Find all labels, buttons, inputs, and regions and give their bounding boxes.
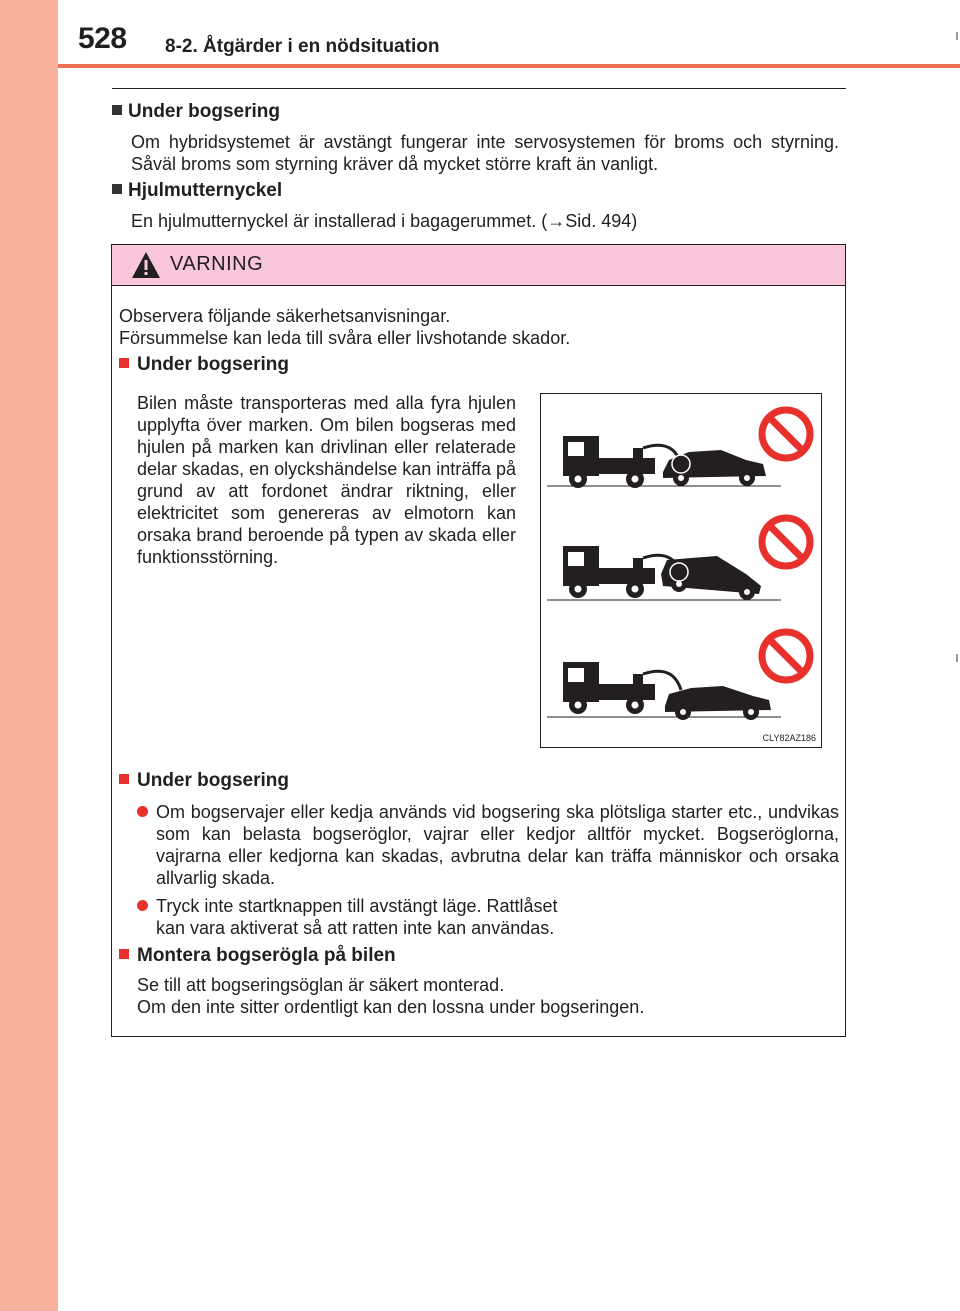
car-icon (663, 450, 766, 486)
car-icon (665, 686, 771, 720)
section-text: Om hybridsystemet är avstängt fungerar inte servosystemen för broms och styrning. Såväl broms som styrning kräver då mycket större kraft än vanligt. (131, 132, 839, 174)
chapter-title: 8-2. Åtgärder i en nödsituation (165, 36, 440, 57)
square-bullet-icon (119, 358, 129, 368)
round-bullet-icon (137, 900, 148, 911)
section-heading: Under bogsering (112, 101, 280, 123)
prohibition-sign-icon (762, 518, 810, 566)
section-text: En hjulmutternyckel är installerad i bagagerummet. (→Sid. 494) (131, 211, 638, 231)
warning-triangle-icon (131, 251, 161, 279)
square-bullet-icon (112, 184, 122, 194)
illustration-id: CLY82AZ186 (762, 733, 816, 743)
square-bullet-icon (119, 949, 129, 959)
prohibition-sign-icon (762, 632, 810, 680)
warning-item-text-line1: Se till att bogseringsöglan är säkert monterad. (137, 975, 505, 995)
page-number: 528 (78, 22, 127, 55)
round-bullet-icon (137, 806, 148, 817)
warning-item-heading: Montera bogserögla på bilen (119, 945, 396, 967)
section-heading: Hjulmutternyckel (112, 180, 282, 202)
towing-diagram (541, 394, 821, 747)
car-icon (661, 556, 761, 600)
warning-item-text-line2: Om den inte sitter ordentligt kan den lossna under bogseringen. (137, 997, 645, 1017)
crop-mark (956, 654, 958, 662)
warning-item-text: Bilen måste transporteras med alla fyra hjulen upplyfta över marken. Om bilen bogseras med hjulen på marken kan drivlinan eller relaterade delar skadas, en olyckshändelse kan inträffa på grund av att fordonet ändrar riktning, eller elektricitet som genereras av elmotorn kan orsaka brand beroende på typen av skada eller funktionsstörning. (137, 393, 516, 567)
square-bullet-icon (119, 774, 129, 784)
crop-mark (956, 32, 958, 40)
warning-intro-line1: Observera följande säkerhetsanvisningar. (119, 306, 451, 326)
header-rule (58, 64, 960, 68)
warning-bullet: Tryck inte startknappen till avstängt läge. Rattlåset kan vara aktiverat så att ratten inte kan användas. (137, 895, 839, 939)
content-divider (112, 88, 846, 89)
warning-intro-line2: Försummelse kan leda till svåra eller livshotande skador. (119, 328, 571, 348)
warning-item-heading: Under bogsering (119, 770, 289, 792)
square-bullet-icon (112, 105, 122, 115)
prohibition-sign-icon (762, 410, 810, 458)
warning-bullet: Om bogservajer eller kedja används vid bogsering ska plötsliga starter etc., undvikas som kan belasta bogseröglor, vajrar eller kedjor alltför mycket. Bogseröglorna, vajrarna eller kedjorna kan skadas, avbrutna delar kan träffa människor och orsaka allvarlig skada. (137, 801, 839, 889)
warning-item-heading: Under bogsering (119, 354, 289, 376)
towing-illustration (540, 393, 822, 748)
warning-title: VARNING (170, 253, 264, 275)
warning-header (112, 245, 845, 286)
side-color-band (0, 0, 58, 1311)
tow-truck-icon (563, 436, 681, 488)
tow-truck-icon (563, 662, 681, 714)
